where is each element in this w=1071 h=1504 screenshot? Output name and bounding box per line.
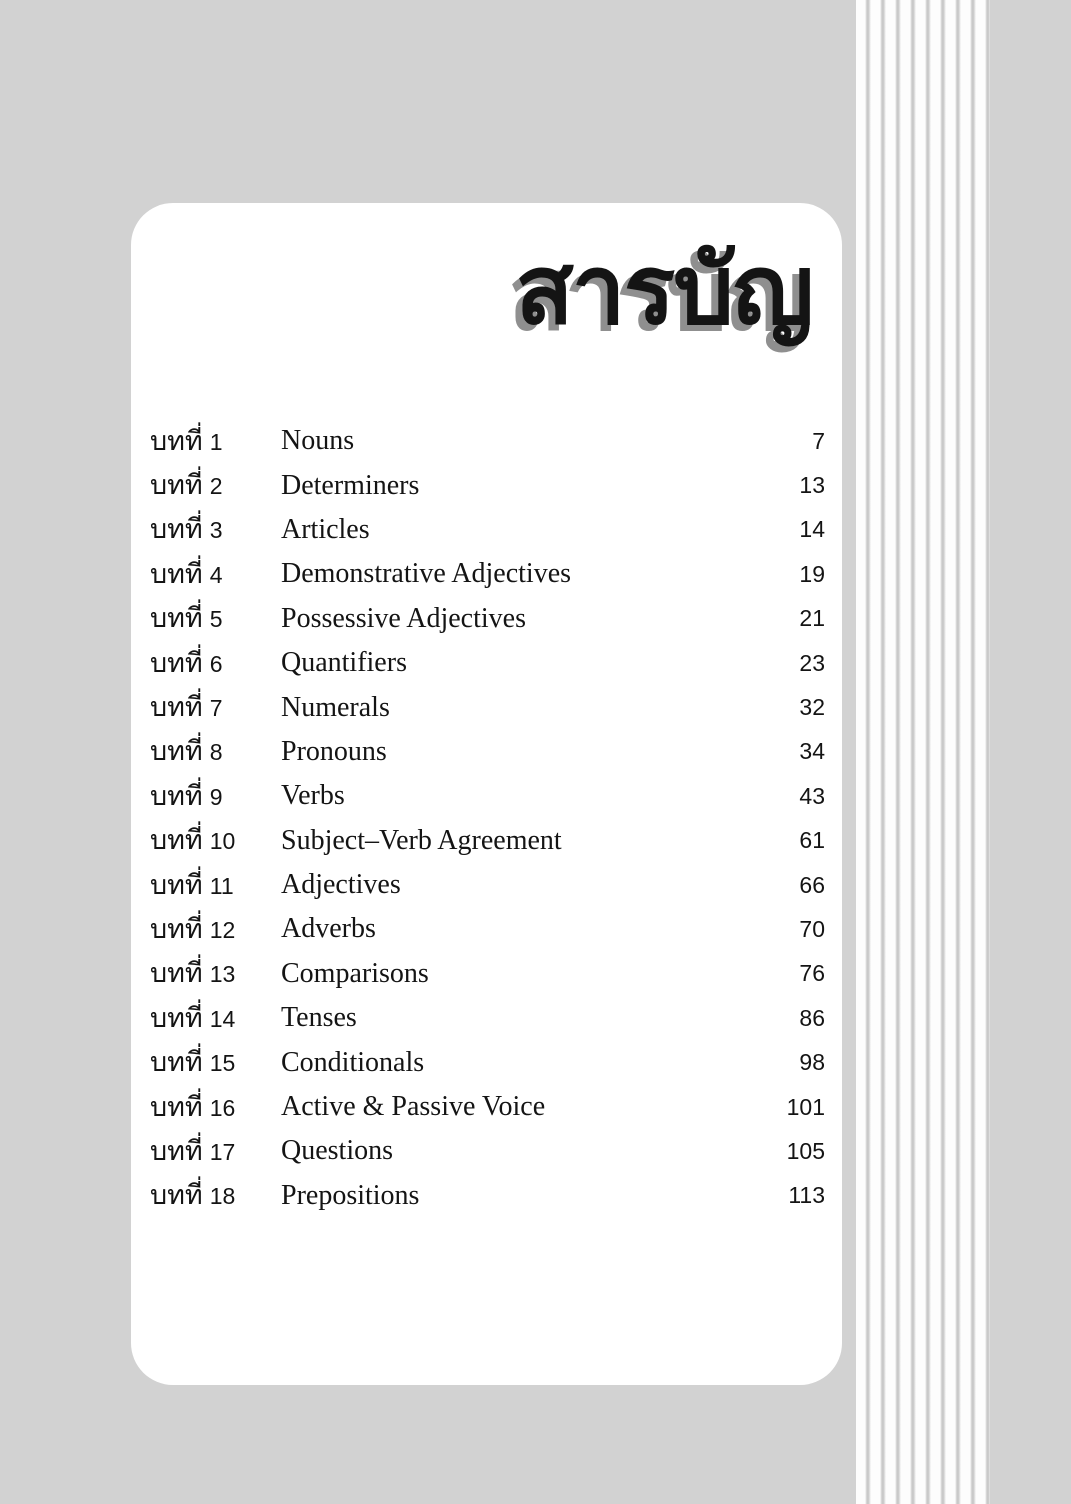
toc-chapter-title: Numerals bbox=[281, 693, 390, 722]
toc-row bbox=[150, 730, 825, 774]
toc-chapter-label bbox=[150, 694, 262, 721]
toc-chapter-title: Articles bbox=[281, 515, 370, 544]
toc-chapter-prefix: บทที่ bbox=[150, 869, 203, 900]
toc-page-number: 34 bbox=[799, 738, 825, 765]
toc-row bbox=[150, 907, 825, 951]
page-edge-stripes bbox=[856, 0, 990, 1504]
toc-chapter-prefix: บทที่ bbox=[150, 692, 203, 723]
toc-chapter-title: Conditionals bbox=[281, 1048, 425, 1077]
toc-chapter-number: 5 bbox=[209, 606, 223, 633]
toc-page-number: 105 bbox=[786, 1137, 825, 1164]
toc-page-number: 19 bbox=[799, 560, 825, 587]
toc-chapter-label bbox=[150, 738, 262, 765]
toc-row bbox=[150, 1085, 825, 1129]
toc-chapter-title: Questions bbox=[281, 1137, 393, 1166]
toc-chapter-label bbox=[150, 780, 262, 811]
toc-chapter-prefix: บทที่ bbox=[150, 514, 203, 545]
toc-chapter-number: 14 bbox=[209, 1005, 236, 1032]
toc-chapter-title: Active & Passive Voice bbox=[281, 1093, 546, 1122]
toc-row bbox=[150, 1040, 825, 1084]
toc-chapter-prefix: บทที่ bbox=[150, 470, 203, 501]
toc-chapter-prefix: บทที่ bbox=[150, 736, 203, 767]
toc-chapter-number: 2 bbox=[209, 473, 223, 500]
toc-chapter-label bbox=[150, 1135, 262, 1166]
toc-chapter-title: Nouns bbox=[281, 427, 355, 456]
toc-chapter-number: 11 bbox=[209, 872, 234, 899]
toc-chapter-label bbox=[150, 960, 262, 987]
toc-chapter-prefix: บทที่ bbox=[150, 1135, 203, 1166]
toc-row bbox=[150, 641, 825, 685]
toc-chapter-title: Subject–Verb Agreement bbox=[281, 826, 562, 855]
toc-chapter-number: 1 bbox=[209, 428, 223, 455]
toc-chapter-title: Verbs bbox=[281, 782, 345, 811]
toc-chapter-number: 10 bbox=[209, 828, 236, 855]
toc-chapter-number: 13 bbox=[209, 961, 236, 988]
toc-chapter-label bbox=[150, 869, 262, 900]
toc-chapter-number: 18 bbox=[209, 1183, 236, 1210]
toc-chapter-title: Tenses bbox=[281, 1004, 357, 1033]
toc-row bbox=[150, 508, 825, 552]
toc-page-number: 76 bbox=[799, 960, 825, 987]
toc-chapter-title: Demonstrative Adjectives bbox=[281, 560, 572, 589]
toc-chapter-number: 8 bbox=[209, 739, 223, 766]
toc-row bbox=[150, 863, 825, 907]
toc-chapter-title: Adverbs bbox=[281, 915, 376, 944]
toc-chapter-prefix: บทที่ bbox=[150, 558, 203, 589]
toc-row bbox=[150, 996, 825, 1040]
toc-chapter-prefix: บทที่ bbox=[150, 780, 203, 811]
toc-row bbox=[150, 552, 825, 596]
toc-chapter-label bbox=[150, 472, 262, 499]
toc-page-number: 43 bbox=[799, 782, 825, 809]
toc-row bbox=[150, 774, 825, 818]
toc-chapter-number: 3 bbox=[209, 517, 223, 544]
toc-chapter-number: 6 bbox=[209, 650, 223, 677]
toc-chapter-label bbox=[150, 558, 262, 589]
toc-page-number: 13 bbox=[799, 472, 825, 499]
toc-chapter-label bbox=[150, 913, 262, 944]
toc-row bbox=[150, 1174, 825, 1218]
toc-chapter-title: Pronouns bbox=[281, 737, 387, 766]
toc-page-number: 101 bbox=[786, 1093, 825, 1120]
toc-row bbox=[150, 952, 825, 996]
toc-chapter-prefix: บทที่ bbox=[150, 1180, 203, 1211]
toc-page-number: 14 bbox=[799, 516, 825, 543]
toc-chapter-label bbox=[150, 827, 262, 854]
toc-chapter-number: 15 bbox=[209, 1050, 236, 1077]
toc-chapter-number: 4 bbox=[209, 561, 223, 588]
toc-chapter-title: Adjectives bbox=[281, 871, 401, 900]
toc-page-number: 23 bbox=[799, 649, 825, 676]
toc-chapter-prefix: บทที่ bbox=[150, 1002, 203, 1033]
toc-chapter-prefix: บทที่ bbox=[150, 1047, 203, 1078]
toc-chapter-label bbox=[150, 605, 262, 632]
toc-chapter-prefix: บทที่ bbox=[150, 825, 203, 856]
toc-chapter-number: 12 bbox=[209, 916, 236, 943]
toc-chapter-label bbox=[150, 1182, 262, 1209]
toc-chapter-label bbox=[150, 1002, 262, 1033]
toc-chapter-prefix: บทที่ bbox=[150, 603, 203, 634]
toc-row bbox=[150, 463, 825, 507]
content-card bbox=[131, 203, 842, 1385]
toc-page-number: 70 bbox=[799, 915, 825, 942]
toc-row bbox=[150, 1129, 825, 1173]
toc-chapter-prefix: บทที่ bbox=[150, 958, 203, 989]
toc-chapter-title: Quantifiers bbox=[281, 649, 407, 678]
toc-chapter-number: 17 bbox=[209, 1138, 236, 1165]
toc-page-number: 98 bbox=[799, 1049, 825, 1076]
toc-page-number: 61 bbox=[799, 827, 825, 854]
toc-chapter-number: 7 bbox=[209, 695, 223, 722]
toc-chapter-number: 9 bbox=[209, 783, 223, 810]
toc-page-number: 32 bbox=[799, 694, 825, 721]
toc-chapter-label bbox=[150, 516, 262, 543]
toc-chapter-title: Determiners bbox=[281, 471, 420, 500]
toc-chapter-prefix: บทที่ bbox=[150, 425, 203, 456]
toc-chapter-label bbox=[150, 1091, 262, 1122]
toc-page-number: 66 bbox=[799, 871, 825, 898]
toc-page-number: 21 bbox=[799, 605, 825, 632]
toc-page-number: 113 bbox=[788, 1182, 825, 1209]
toc-chapter-title: Prepositions bbox=[281, 1181, 420, 1210]
toc-chapter-label bbox=[150, 1049, 262, 1076]
toc-page-number: 7 bbox=[812, 427, 825, 454]
toc-chapter-label bbox=[150, 425, 262, 456]
toc-list bbox=[150, 419, 825, 1218]
toc-row bbox=[150, 685, 825, 729]
toc-chapter-title: Possessive Adjectives bbox=[281, 604, 526, 633]
toc-chapter-prefix: บทที่ bbox=[150, 647, 203, 678]
toc-chapter-number: 16 bbox=[209, 1094, 236, 1121]
toc-chapter-prefix: บทที่ bbox=[150, 1091, 203, 1122]
toc-row bbox=[150, 597, 825, 641]
page-title: สารบัญ bbox=[515, 234, 812, 346]
toc-row bbox=[150, 419, 825, 463]
toc-row bbox=[150, 819, 825, 863]
toc-page-number: 86 bbox=[799, 1004, 825, 1031]
toc-chapter-prefix: บทที่ bbox=[150, 913, 203, 944]
toc-chapter-title: Comparisons bbox=[281, 959, 429, 988]
toc-chapter-label bbox=[150, 647, 262, 678]
